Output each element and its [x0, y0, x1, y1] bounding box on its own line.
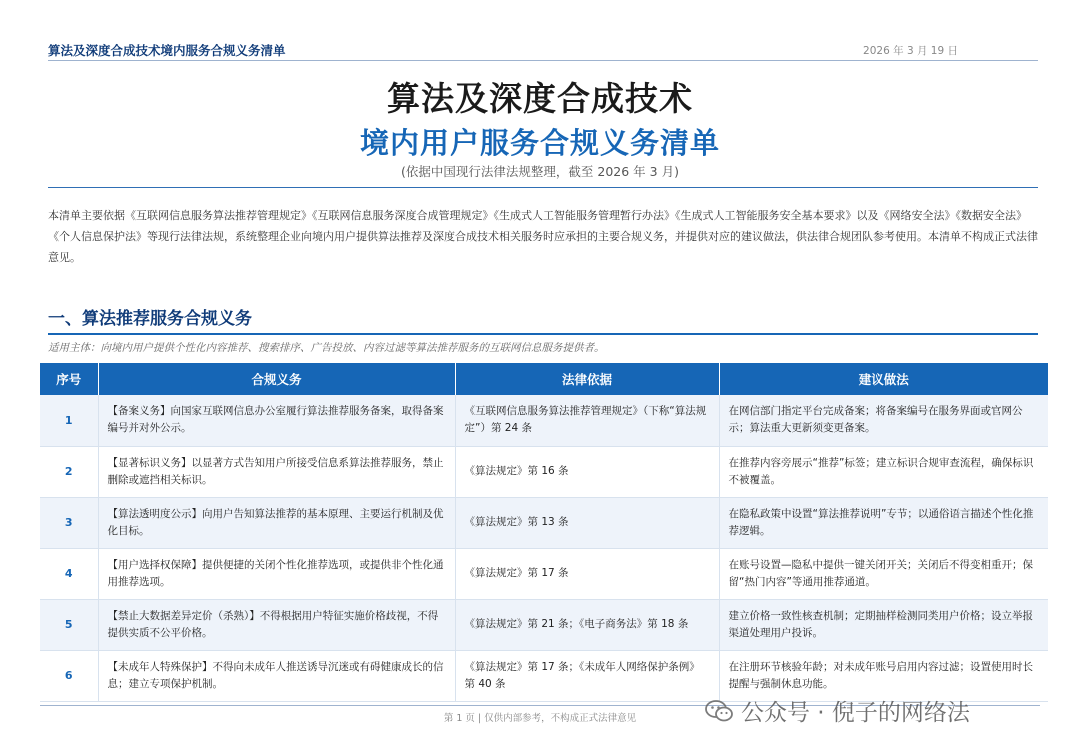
row-duty: 【显著标识义务】以显著方式告知用户所接受信息系算法推荐服务，禁止删除或遮挡相关标识。: [98, 446, 455, 497]
row-number: 4: [40, 548, 98, 599]
page-footer: 第 1 页 | 仅供内部参考，不构成正式法律意见: [443, 713, 637, 724]
row-number: 6: [40, 650, 98, 701]
table-row: [40, 548, 1048, 599]
row-duty: 【备案义务】向国家互联网信息办公室履行算法推荐服务备案，取得备案编号并对外公示。: [98, 395, 455, 446]
row-duty: 【用户选择权保障】提供便捷的关闭个性化推荐选项，或提供非个性化通用推荐选项。: [98, 548, 455, 599]
row-advice: 建立价格一致性核查机制；定期抽样检测同类用户价格；设立举报渠道处理用户投诉。: [719, 599, 1048, 650]
row-number: 1: [40, 395, 98, 446]
row-advice: 在推荐内容旁展示“推荐”标签；建立标识合规审查流程，确保标识不被覆盖。: [719, 446, 1048, 497]
table-row: [40, 395, 1048, 446]
row-legal-basis: 《算法规定》第 21 条；《电子商务法》第 18 条: [455, 599, 719, 650]
row-legal-basis: 《算法规定》第 13 条: [455, 497, 719, 548]
row-duty: 【禁止大数据差异定价（杀熟）】不得根据用户特征实施价格歧视，不得提供实质不公平价格。: [98, 599, 455, 650]
document-title-line2: 境内用户服务合规义务清单: [359, 126, 720, 160]
row-number: 2: [40, 446, 98, 497]
row-legal-basis: 《算法规定》第 17 条；《未成年人网络保护条例》第 40 条: [455, 650, 719, 701]
row-legal-basis: 《算法规定》第 17 条: [455, 548, 719, 599]
document-title-line1: 算法及深度合成技术: [387, 79, 693, 118]
running-header-title: 算法及深度合成技术境内服务合规义务清单: [48, 43, 286, 58]
section-divider: [48, 333, 1038, 335]
row-advice: 在注册环节核验年龄；对未成年账号启用内容过滤；设置使用时长提醒与强制休息功能。: [719, 650, 1048, 701]
title-divider: [48, 187, 1038, 188]
row-number: 3: [40, 497, 98, 548]
row-number: 5: [40, 599, 98, 650]
watermark-text: 公众号 · 倪子的网络法: [741, 700, 970, 726]
column-header-legal-basis: 法律依据: [455, 363, 719, 395]
row-advice: 在账号设置—隐私中提供一键关闭开关；关闭后不得变相重开；保留“热门内容”等通用推荐通道。: [719, 548, 1048, 599]
section-applicable-subjects: 适用主体：向境内用户提供个性化内容推荐、搜索排序、广告投放、内容过滤等算法推荐服务的互联网信息服务提供者。: [48, 342, 605, 354]
table-row: [40, 446, 1048, 497]
running-header-date: 2026 年 3 月 19 日: [863, 45, 958, 57]
column-header-number: 序号: [40, 363, 98, 395]
row-duty: 【算法透明度公示】向用户告知算法推荐的基本原理、主要运行机制及优化目标。: [98, 497, 455, 548]
row-advice: 在隐私政策中设置“算法推荐说明”专节；以通俗语言描述个性化推荐逻辑。: [719, 497, 1048, 548]
intro-paragraph: 本清单主要依据《互联网信息服务算法推荐管理规定》《互联网信息服务深度合成管理规定》《生成式人工智能服务管理暂行办法》《生成式人工智能服务安全基本要求》以及《网络安全法》《数据安全法》《个人信息保护法》等现行法律法规，系统整理企业向境内用户提供算法推荐及深度合成技术相关服务时应承担的主要合规义务，并提供对应的建议做法，供法律合规团队参考使用。本清单不构成正式法律意见。: [48, 209, 1038, 264]
table-row: [40, 599, 1048, 650]
watermark: [705, 694, 970, 727]
section-heading: 一、算法推荐服务合规义务: [48, 309, 252, 329]
table-header-row: [40, 363, 1048, 395]
row-advice: 在网信部门指定平台完成备案；将备案编号在服务界面或官网公示；算法重大更新须变更备案。: [719, 395, 1048, 446]
table-row: [40, 497, 1048, 548]
column-header-advice: 建议做法: [719, 363, 1048, 395]
column-header-duty: 合规义务: [98, 363, 455, 395]
obligations-table: [40, 363, 1048, 702]
row-duty: 【未成年人特殊保护】不得向未成年人推送诱导沉迷或有碍健康成长的信息；建立专项保护机制。: [98, 650, 455, 701]
wechat-icon: [705, 700, 733, 722]
row-legal-basis: 《算法规定》第 16 条: [455, 446, 719, 497]
row-legal-basis: 《互联网信息服务算法推荐管理规定》（下称“算法规定”）第 24 条: [455, 395, 719, 446]
document-subtitle: (依据中国现行法律法规整理，截至 2026 年 3 月): [401, 164, 679, 179]
header-divider: [48, 60, 1038, 61]
